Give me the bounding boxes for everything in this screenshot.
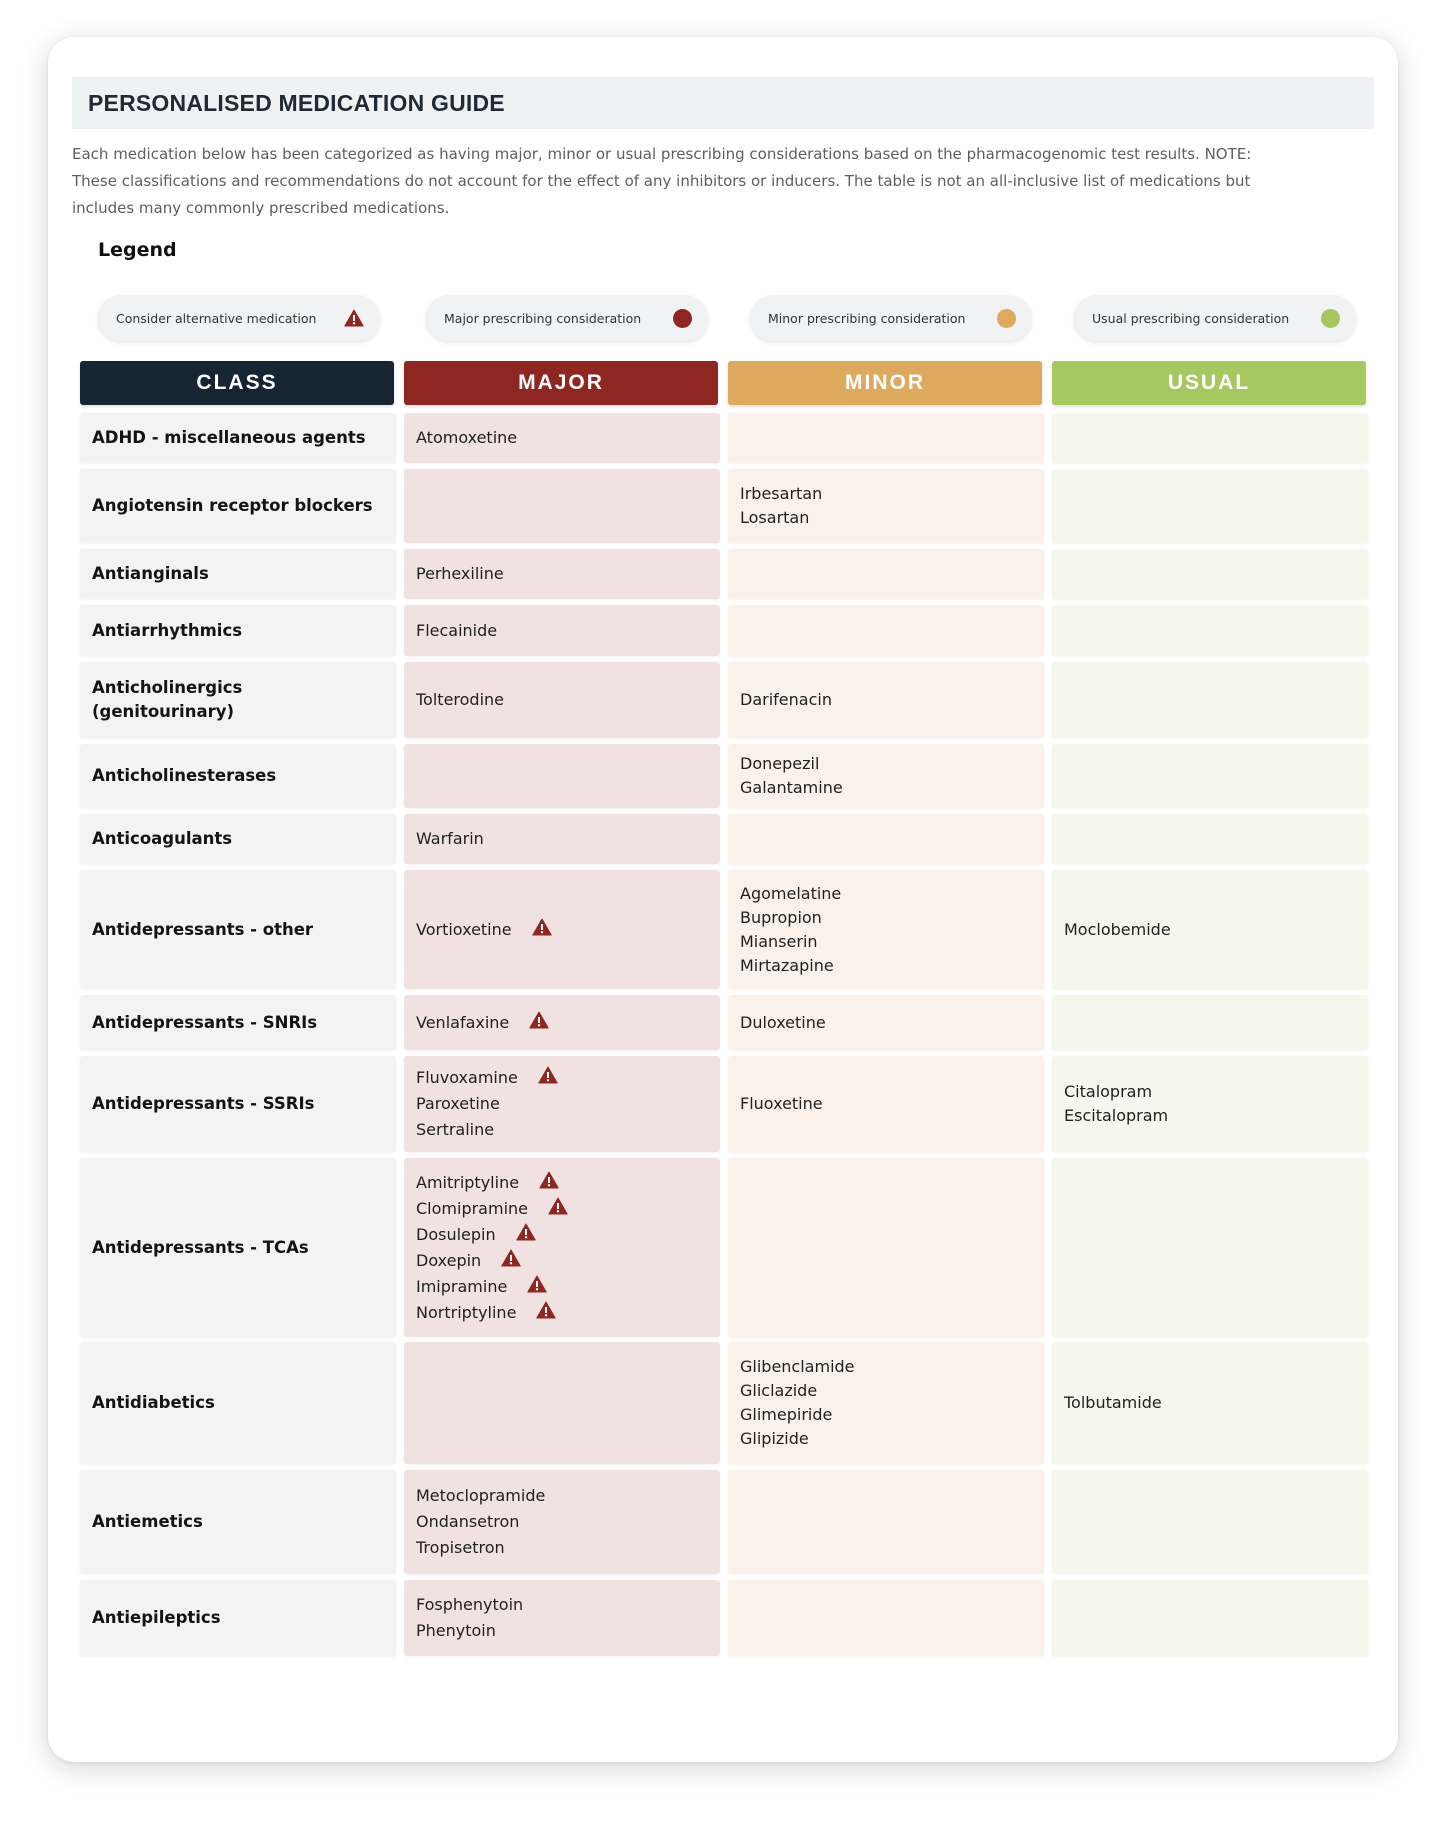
usual-cell: [1052, 605, 1368, 656]
class-cell: [80, 549, 396, 599]
drug-name: Imipramine: [416, 1276, 508, 1296]
major-drug: [416, 1196, 568, 1222]
legend-title: Legend: [98, 239, 177, 261]
intro-line: These classifications and recommendations do not account for the effect of any inhibitors or inducers. The table is not an all-inclusive list of medications but: [72, 172, 1251, 190]
major-cell: [404, 1342, 720, 1464]
drug-name: Paroxetine: [416, 1094, 500, 1113]
major-drug: [416, 1117, 558, 1143]
drug-name: Mianserin: [740, 931, 818, 951]
usual-cell: [1052, 1342, 1368, 1464]
drug-name: Tolbutamide: [1064, 1393, 1162, 1412]
usual-dot-icon: [1321, 309, 1340, 328]
class-name: Antiemetics: [92, 1512, 203, 1531]
drug-name: Glibenclamide: [740, 1357, 855, 1376]
warning-triangle-icon: [344, 309, 364, 327]
drug-name: Citalopram: [1064, 1082, 1153, 1101]
drug-name: Venlafaxine: [416, 1012, 510, 1032]
drug-name: Tolterodine: [416, 690, 505, 709]
usual-cell: [1052, 1580, 1368, 1656]
warning-triangle-icon: [539, 1171, 559, 1189]
minor-drug: [740, 906, 841, 930]
warning-triangle-icon: [516, 1223, 536, 1241]
usual-cell: [1052, 814, 1368, 864]
column-header-class: CLASS: [80, 361, 394, 405]
intro-line: Each medication below has been categorized as having major, minor or usual prescribing considerations based on the pharmacogenomic test results. NOTE:: [72, 145, 1252, 163]
major-drug: [416, 917, 552, 943]
drug-name: Fluvoxamine: [416, 1068, 518, 1087]
class-cell: [80, 744, 396, 808]
warning-triangle-icon: [532, 918, 552, 936]
class-cell: [80, 1470, 396, 1574]
major-drug: [416, 826, 484, 852]
major-cell: [404, 1580, 720, 1656]
column-header-major: MAJOR: [404, 361, 718, 405]
minor-cell: [728, 469, 1044, 543]
class-name: Antidiabetics: [92, 1393, 215, 1412]
drug-name: Gliclazide: [740, 1381, 818, 1400]
minor-drug: [740, 1379, 855, 1403]
drug-name: Bupropion: [740, 907, 822, 927]
major-cell: [404, 814, 720, 864]
drug-name: Irbesartan: [740, 484, 823, 503]
drug-name: Darifenacin: [740, 690, 832, 709]
minor-cell: [728, 995, 1044, 1050]
drug-name: Doxepin: [416, 1250, 482, 1270]
class-name: ADHD - miscellaneous agents: [92, 428, 366, 447]
warning-triangle-icon: [548, 1197, 568, 1215]
major-drug: [416, 1535, 545, 1561]
major-cell: [404, 469, 720, 543]
drug-name: Agomelatine: [740, 883, 842, 903]
minor-drug: [740, 1403, 855, 1427]
legend-item: [1074, 295, 1356, 341]
major-dot-icon: [673, 309, 692, 328]
major-drug: [416, 1170, 568, 1196]
warning-triangle-icon: [529, 1011, 549, 1029]
major-cell: [404, 662, 720, 738]
usual-drug: [1064, 918, 1171, 942]
drug-name: Clomipramine: [416, 1198, 528, 1218]
class-name: Antidepressants - TCAs: [92, 1237, 309, 1257]
major-drug: [416, 1509, 545, 1535]
minor-cell: [728, 605, 1044, 656]
major-drug: [416, 1618, 523, 1644]
class-cell: [80, 413, 396, 463]
warning-triangle-icon: [536, 1301, 556, 1319]
legend-item-label: Major prescribing consideration: [444, 310, 642, 326]
class-cell: [80, 1158, 396, 1337]
class-cell: [80, 870, 396, 989]
column-header-minor: MINOR: [728, 361, 1042, 405]
minor-cell: [728, 1470, 1044, 1574]
usual-cell: [1052, 1470, 1368, 1574]
drug-name: Losartan: [740, 508, 810, 527]
minor-drug: [740, 752, 843, 776]
minor-drug: [740, 1427, 855, 1451]
drug-name: Phenytoin: [416, 1621, 496, 1640]
drug-name: Dosulepin: [416, 1224, 496, 1244]
drug-name: Atomoxetine: [416, 428, 518, 447]
usual-cell: [1052, 549, 1368, 599]
class-cell: [80, 469, 396, 543]
drug-name: Metoclopramide: [416, 1486, 546, 1505]
minor-cell: [728, 1342, 1044, 1464]
major-cell: [404, 605, 720, 656]
minor-drug: [740, 1355, 855, 1379]
major-cell: [404, 1470, 720, 1574]
usual-drug: [1064, 1391, 1162, 1415]
legend-item-label: Usual prescribing consideration: [1092, 310, 1290, 326]
usual-cell: [1052, 1158, 1368, 1337]
major-cell: [404, 870, 720, 989]
drug-name: Donepezil: [740, 754, 820, 773]
minor-drug: [740, 954, 841, 978]
class-cell: [80, 995, 396, 1050]
minor-drug: [740, 776, 843, 800]
class-name: Antidepressants - SNRIs: [92, 1012, 318, 1032]
major-drug: [416, 1592, 523, 1618]
drug-name: Amitriptyline: [416, 1172, 520, 1192]
warning-triangle-icon: [501, 1249, 521, 1267]
major-drug: [416, 1274, 568, 1300]
column-header-usual: USUAL: [1052, 361, 1366, 405]
legend-item-label: Minor prescribing consideration: [768, 310, 966, 326]
usual-cell: [1052, 469, 1368, 543]
major-cell: [404, 549, 720, 599]
class-cell: [80, 1580, 396, 1656]
major-drug: [416, 1483, 545, 1509]
major-drug: [416, 561, 504, 587]
minor-drug: [740, 688, 832, 712]
minor-cell: [728, 744, 1044, 808]
class-cell: [80, 1342, 396, 1464]
minor-cell: [728, 413, 1044, 463]
page-title: PERSONALISED MEDICATION GUIDE: [72, 77, 1374, 129]
minor-drug: [740, 882, 841, 906]
major-drug: [416, 618, 497, 644]
class-cell: [80, 814, 396, 864]
drug-name: Vortioxetine: [416, 919, 512, 939]
usual-cell: [1052, 1056, 1368, 1152]
class-name: Anticholinergics (genitourinary): [92, 678, 243, 721]
drug-name: Mirtazapine: [740, 955, 834, 975]
drug-name: Fosphenytoin: [416, 1595, 524, 1614]
drug-name: Flecainide: [416, 620, 498, 640]
drug-name: Escitalopram: [1064, 1106, 1169, 1125]
minor-drug: [740, 1092, 823, 1116]
class-cell: [80, 662, 396, 738]
major-drug: [416, 687, 504, 713]
drug-name: Ondansetron: [416, 1512, 520, 1531]
usual-cell: [1052, 995, 1368, 1050]
usual-cell: [1052, 662, 1368, 738]
medication-guide-card: [48, 37, 1398, 1762]
drug-name: Duloxetine: [740, 1012, 826, 1032]
major-drug: [416, 1010, 549, 1036]
legend-item-label: Consider alternative medication: [116, 310, 317, 326]
minor-drug: [740, 482, 822, 506]
drug-name: Moclobemide: [1064, 919, 1171, 939]
legend-item: [98, 295, 380, 341]
major-drug: [416, 1065, 558, 1091]
major-drug: [416, 1300, 568, 1326]
minor-cell: [728, 662, 1044, 738]
minor-drug: [740, 506, 822, 530]
drug-name: Galantamine: [740, 778, 843, 797]
major-cell: [404, 1056, 720, 1152]
major-drug: [416, 1091, 558, 1117]
class-name: Anticoagulants: [92, 829, 233, 848]
drug-name: Sertraline: [416, 1120, 495, 1139]
legend-item: [750, 295, 1032, 341]
class-cell: [80, 1056, 396, 1152]
class-name: Antiepileptics: [92, 1608, 221, 1627]
class-name: Antianginals: [92, 564, 209, 583]
major-cell: [404, 413, 720, 463]
drug-name: Nortriptyline: [416, 1302, 517, 1322]
major-drug: [416, 1248, 568, 1274]
drug-name: Fluoxetine: [740, 1094, 823, 1113]
major-drug: [416, 1222, 568, 1248]
drug-name: Warfarin: [416, 829, 484, 848]
minor-cell: [728, 814, 1044, 864]
major-cell: [404, 1158, 720, 1337]
intro-line: includes many commonly prescribed medications.: [72, 199, 450, 217]
minor-drug: [740, 1011, 826, 1035]
drug-name: Tropisetron: [416, 1538, 505, 1557]
class-name: Angiotensin receptor blockers: [92, 496, 373, 515]
minor-cell: [728, 1158, 1044, 1337]
class-name: Antidepressants - other: [92, 919, 314, 939]
usual-cell: [1052, 744, 1368, 808]
major-cell: [404, 744, 720, 808]
usual-drug: [1064, 1080, 1168, 1104]
major-cell: [404, 995, 720, 1050]
legend-item: [426, 295, 708, 341]
usual-cell: [1052, 413, 1368, 463]
class-name: Antidepressants - SSRIs: [92, 1094, 315, 1113]
usual-drug: [1064, 1104, 1168, 1128]
minor-dot-icon: [997, 309, 1016, 328]
warning-triangle-icon: [538, 1066, 558, 1084]
drug-name: Glipizide: [740, 1429, 809, 1448]
class-name: Anticholinesterases: [92, 766, 277, 785]
drug-name: Glimepiride: [740, 1405, 833, 1424]
drug-name: Perhexiline: [416, 564, 504, 583]
minor-cell: [728, 1580, 1044, 1656]
minor-drug: [740, 930, 841, 954]
intro-text: [72, 141, 1374, 222]
minor-cell: [728, 549, 1044, 599]
warning-triangle-icon: [527, 1275, 547, 1293]
major-drug: [416, 425, 517, 451]
minor-cell: [728, 870, 1044, 989]
usual-cell: [1052, 870, 1368, 989]
class-name: Antiarrhythmics: [92, 620, 243, 640]
class-cell: [80, 605, 396, 656]
minor-cell: [728, 1056, 1044, 1152]
